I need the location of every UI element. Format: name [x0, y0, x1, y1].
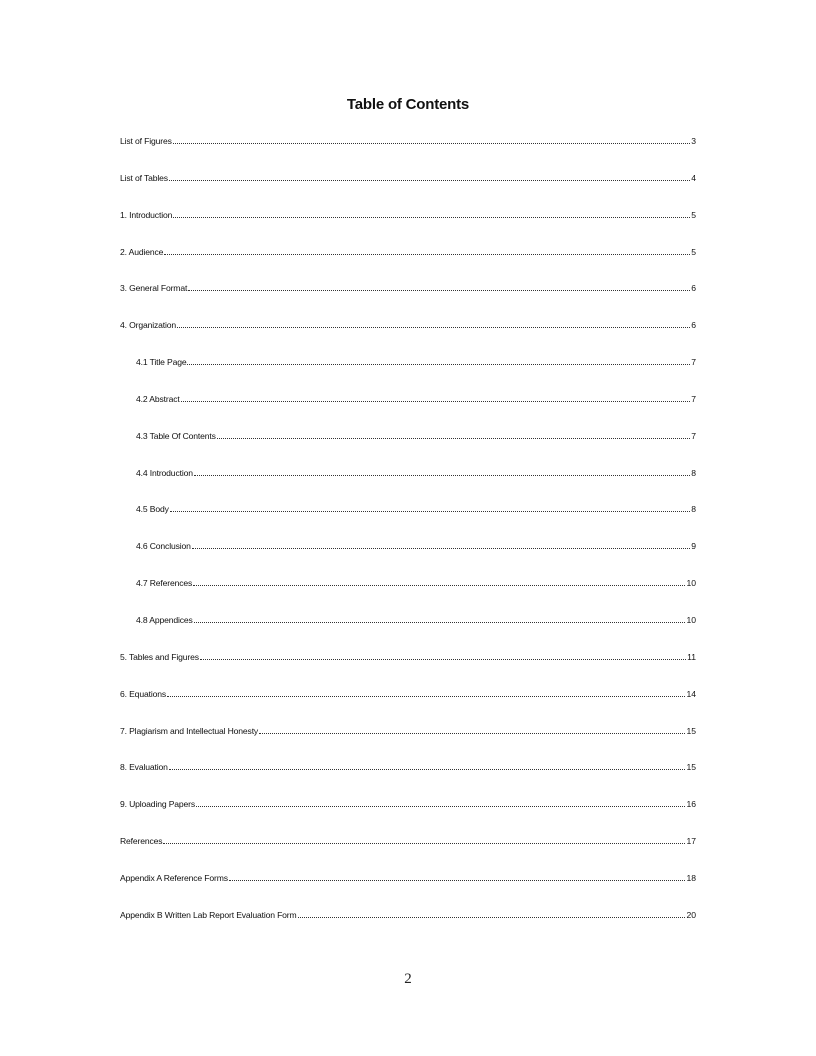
toc-entry-label: 4.7 References: [136, 578, 193, 589]
dot-leader: [173, 216, 690, 218]
toc-entry-label: 3. General Format: [120, 283, 188, 294]
toc-entry[interactable]: [120, 441, 696, 478]
toc-entry[interactable]: [120, 772, 696, 809]
toc-entry-page-number: 8: [691, 504, 696, 515]
toc-entry[interactable]: [120, 588, 696, 625]
toc-entry-label: 6. Equations: [120, 688, 166, 699]
toc-entry-label: 2. Audience: [120, 246, 164, 257]
dot-leader: [259, 732, 685, 734]
toc-entry-label: 8. Evaluation: [120, 762, 168, 773]
dot-leader: [229, 879, 686, 881]
toc-entry[interactable]: [120, 134, 696, 146]
toc-entry[interactable]: [120, 330, 696, 367]
toc-entry-page-number: 15: [686, 725, 696, 736]
toc-entry-label: 4.5 Body: [136, 504, 169, 515]
toc-entry-label: 7. Plagiarism and Intellectual Honesty: [120, 725, 259, 736]
toc-entry[interactable]: [120, 404, 696, 441]
toc-entry-label: 4.1 Title Page: [136, 357, 187, 368]
toc-entry-page-number: 8: [691, 467, 696, 478]
toc-entry-page-number: 7: [691, 393, 696, 404]
toc-entry-page-number: 20: [686, 909, 696, 920]
dot-leader: [167, 695, 685, 697]
dot-leader: [192, 547, 690, 549]
toc-entry-label: Appendix A Reference Forms: [120, 872, 228, 883]
dot-leader: [200, 658, 686, 660]
toc-entry-label: Appendix B Written Lab Report Evaluation Form: [120, 909, 297, 920]
toc-entry[interactable]: [120, 293, 696, 330]
toc-entry-label: 5. Tables and Figures: [120, 651, 199, 662]
dot-leader: [169, 768, 686, 770]
toc-entry-label: 4.4 Introduction: [136, 467, 193, 478]
toc-entry-page-number: 6: [691, 283, 696, 294]
toc-entry-page-number: 14: [686, 688, 696, 699]
toc-entry-label: 4. Organization: [120, 320, 177, 331]
dot-leader: [181, 400, 691, 402]
toc-entry[interactable]: [120, 551, 696, 588]
toc-entry-page-number: 5: [691, 246, 696, 257]
toc-entry[interactable]: [120, 846, 696, 883]
toc-entry-page-number: 4: [691, 172, 696, 183]
dot-leader: [194, 621, 686, 623]
toc-entry[interactable]: [120, 478, 696, 515]
toc-entry-page-number: 17: [686, 836, 696, 847]
toc-entry[interactable]: [120, 625, 696, 662]
toc-entry[interactable]: [120, 514, 696, 551]
page-title: Table of Contents: [346, 96, 470, 113]
toc-entry-label: References: [120, 836, 163, 847]
toc-entry-page-number: 10: [686, 578, 696, 589]
dot-leader: [163, 842, 685, 844]
dot-leader: [170, 510, 690, 512]
toc-entry-label: 4.8 Appendices: [136, 614, 193, 625]
toc-entry-label: 4.3 Table Of Contents: [136, 430, 216, 441]
toc-entry[interactable]: [120, 883, 696, 920]
toc-entry-label: 4.6 Conclusion: [136, 541, 191, 552]
toc-entry-page-number: 11: [687, 651, 696, 662]
toc-entry-label: List of Tables: [120, 172, 168, 183]
dot-leader: [194, 474, 690, 476]
toc-entry-page-number: 3: [691, 136, 696, 146]
dot-leader: [298, 916, 686, 918]
dot-leader: [217, 437, 690, 439]
toc-entry-page-number: 9: [691, 541, 696, 552]
dot-leader: [193, 584, 685, 586]
toc-entry[interactable]: [120, 183, 696, 220]
toc-entry[interactable]: [120, 736, 696, 773]
dot-leader: [187, 363, 690, 365]
toc-entry-page-number: 16: [686, 799, 696, 810]
toc-entry-label: 1. Introduction: [120, 209, 173, 220]
toc-entry[interactable]: [120, 699, 696, 736]
dot-leader: [196, 805, 685, 807]
dot-leader: [164, 253, 690, 255]
dot-leader: [188, 289, 690, 291]
dot-leader: [177, 326, 690, 328]
toc-entry[interactable]: [120, 662, 696, 699]
toc-entry-page-number: 5: [691, 209, 696, 220]
toc-entry-page-number: 7: [691, 430, 696, 441]
toc-entry-label: 9. Uploading Papers: [120, 799, 196, 810]
page-number: 2: [404, 971, 412, 987]
toc-entry-page-number: 18: [686, 872, 696, 883]
toc-entry[interactable]: [120, 809, 696, 846]
toc-entry-page-number: 15: [686, 762, 696, 773]
toc-entry[interactable]: [120, 367, 696, 404]
toc-entry-page-number: 10: [686, 614, 696, 625]
toc-entry-page-number: 6: [691, 320, 696, 331]
toc-entry-label: 4.2 Abstract: [136, 393, 180, 404]
dot-leader: [173, 142, 690, 144]
table-of-contents: [120, 134, 696, 920]
dot-leader: [169, 179, 690, 181]
toc-entry[interactable]: [120, 257, 696, 294]
toc-entry[interactable]: [120, 146, 696, 183]
toc-entry[interactable]: [120, 220, 696, 257]
toc-entry-label: List of Figures: [120, 136, 172, 146]
toc-entry-page-number: 7: [691, 357, 696, 368]
